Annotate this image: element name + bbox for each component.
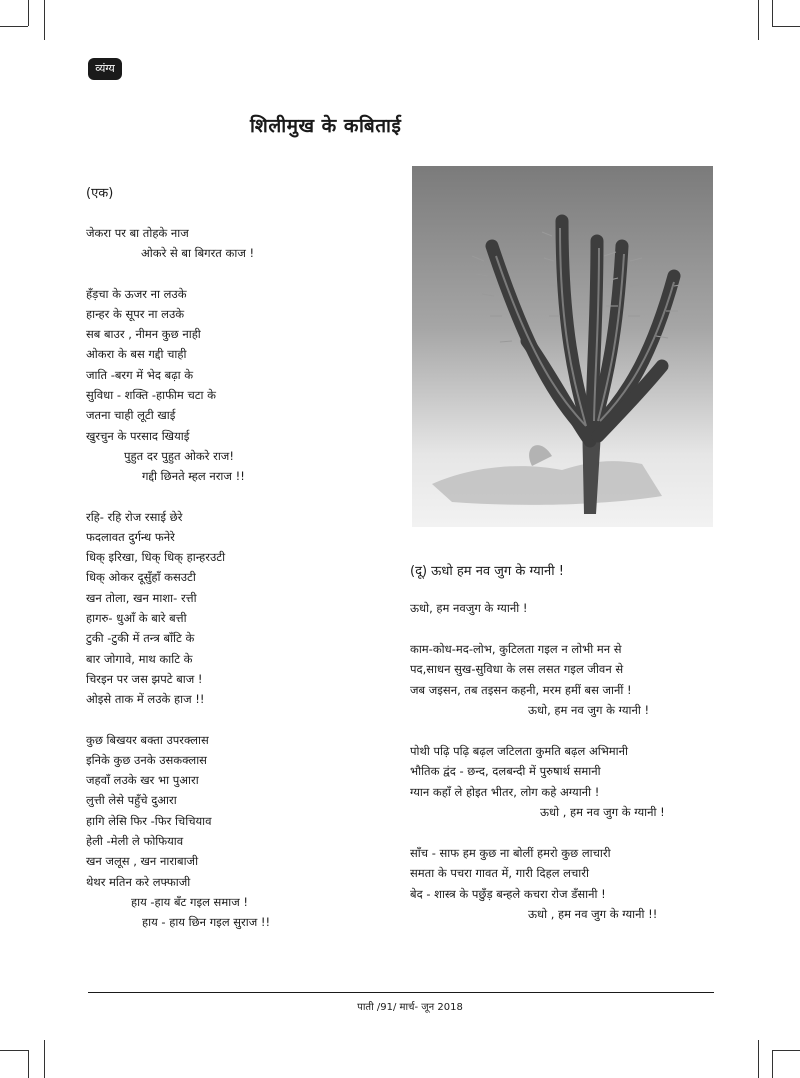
verse-line: हाय - हाय छिन गइल सुराज !!	[142, 915, 271, 930]
verse-line: बार जोगावे, माथ काटि के	[86, 651, 193, 666]
crop-mark	[758, 0, 759, 40]
crop-mark	[772, 1050, 800, 1051]
verse-line: लुत्ती लेसे पहुँचे दुआरा	[86, 793, 177, 808]
verse-line: सब बाउर , नीमन कुछ नाही	[86, 327, 201, 342]
poem-two	[410, 560, 720, 945]
verse-line: जब जइसन, तब तइसन कहनी, मरम हमीं बस जानीं !	[410, 682, 632, 697]
verse-line: थेथर मतिन करे लफ्फाजी	[86, 874, 191, 889]
verse-line: हान्हर के सूपर ना लउके	[86, 306, 185, 321]
crop-mark	[44, 0, 45, 40]
verse-line: ग्यान कहाँ ले होइत भीतर, लोग कहे अग्यानी !	[410, 784, 600, 799]
verse-line: धिक् ओकर दूसुँहाँ कसउटी	[86, 570, 196, 585]
verse-line: साँच - साफ हम कुछ ना बोलीं हमरो कुछ लाचारी	[410, 845, 611, 860]
cactus-icon	[412, 166, 713, 527]
verse-line: हँड़चा के ऊजर ना लउके	[86, 286, 187, 301]
verse-line: खुरचुन के परसाद खियाई	[86, 428, 190, 443]
verse-line: कुछ बिखयर बक्ता उपरक्लास	[86, 732, 209, 747]
verse-line: टुकी -टुकी में तन्त्र बाँटि के	[86, 631, 195, 646]
verse-line: ओकरा के बस गद्दी चाही	[86, 347, 187, 362]
crop-mark	[0, 26, 28, 27]
crop-mark	[28, 1050, 29, 1078]
crop-mark	[772, 1050, 773, 1078]
footer-divider	[88, 992, 714, 993]
section-badge: व्यंग्य	[88, 58, 122, 80]
page-footer: पाती /91/ मार्च- जून 2018	[357, 1002, 463, 1013]
stanza	[86, 507, 386, 710]
verse-line: बेद - शास्त्र के पछुँड़ बन्हले कचरा रोज डँसानी !	[410, 886, 606, 901]
crop-mark	[44, 1040, 45, 1078]
verse-line: भौतिक द्वंद - छन्द, दलबन्दी में पुरुषार्थ समानी	[410, 764, 601, 778]
stanza	[410, 741, 720, 823]
stanza	[86, 223, 386, 264]
verse-line: ऊधो , हम नव जुग के ग्यानी !!	[528, 907, 658, 921]
stanza	[410, 598, 720, 619]
verse-line: जेकरा पर बा तोहके नाज	[86, 226, 189, 240]
verse-line: पद,साधन सुख-सुविधा के लस लसत गइल जीवन से	[410, 662, 624, 676]
verse-line: चिरइन पर जस झपटे बाज !	[86, 671, 203, 686]
verse-line: ऊधो , हम नव जुग के ग्यानी !	[540, 805, 665, 819]
verse-line: समता के पचरा गावत में, गारी दिहल लचारी	[410, 866, 589, 880]
poem-one	[86, 183, 386, 953]
cactus-illustration	[412, 166, 713, 527]
verse-line: ओकरे से बा बिगरत काज !	[141, 246, 255, 261]
verse-line: खन जलूस , खन नाराबाजी	[86, 854, 199, 869]
verse-line: सुविधा - शक्ति -हाफीम चटा के	[86, 388, 217, 403]
verse-line: ऊधो, हम नव जुग के ग्यानी !	[528, 703, 650, 717]
verse-line: धिक् इरिखा, धिक् धिक् हान्हरउटी	[86, 550, 226, 565]
stanza	[86, 284, 386, 487]
verse-line: हेली -मेली ले फोफियाव	[86, 834, 184, 849]
page-title: शिलीमुख के कबिताई	[250, 115, 402, 137]
verse-line: हागरु- धुआँ के बारे बत्ती	[86, 611, 187, 626]
verse-line: हाय -हाय बँट गइल समाज !	[131, 894, 248, 909]
verse-line: हागि लेसि फिर -फिर चिचियाव	[86, 813, 212, 828]
verse-line: पुहुत दर पुहुत ओकरे राज!	[124, 448, 234, 463]
verse-line: गद्दी छिनते म्हल नराज !!	[142, 469, 245, 484]
verse-line: काम-कोध-मद-लोभ, कुटिलता गइल न लोभी मन से	[410, 641, 622, 656]
stanza	[410, 639, 720, 721]
stanza	[410, 843, 720, 925]
crop-mark	[28, 0, 29, 26]
verse-line: पोथी पढ़ि पढ़ि बढ़ल जटिलता कुमति बढ़ल अभिमानी	[410, 743, 629, 758]
stanza	[86, 730, 386, 933]
crop-mark	[758, 1040, 759, 1078]
poem-one-label: (एक)	[86, 186, 114, 201]
verse-line: इनिके कुछ उनके उसकक्लास	[86, 752, 207, 767]
verse-line: जहवाँ लउके खर भा पुआरा	[86, 773, 199, 788]
verse-line: ऊधो, हम नवजुग के ग्यानी !	[410, 601, 528, 615]
verse-line: जाति -बरग में भेद बढ़ा के	[86, 367, 194, 382]
verse-line: ओइसे ताक में लउके हाज !!	[86, 692, 205, 707]
verse-line: फदलावत दुर्गन्ध फनेरे	[86, 529, 175, 544]
crop-mark	[772, 26, 800, 27]
verse-line: जतना चाही लूटी खाई	[86, 408, 176, 423]
verse-line: खन तोला, खन माशा- रत्ती	[86, 590, 197, 605]
crop-mark	[772, 0, 773, 26]
verse-line: रहि- रहि रोज रसाई छेरे	[86, 509, 183, 524]
crop-mark	[0, 1050, 28, 1051]
poem-two-heading: (दू) ऊधो हम नव जुग के ग्यानी !	[410, 564, 564, 579]
